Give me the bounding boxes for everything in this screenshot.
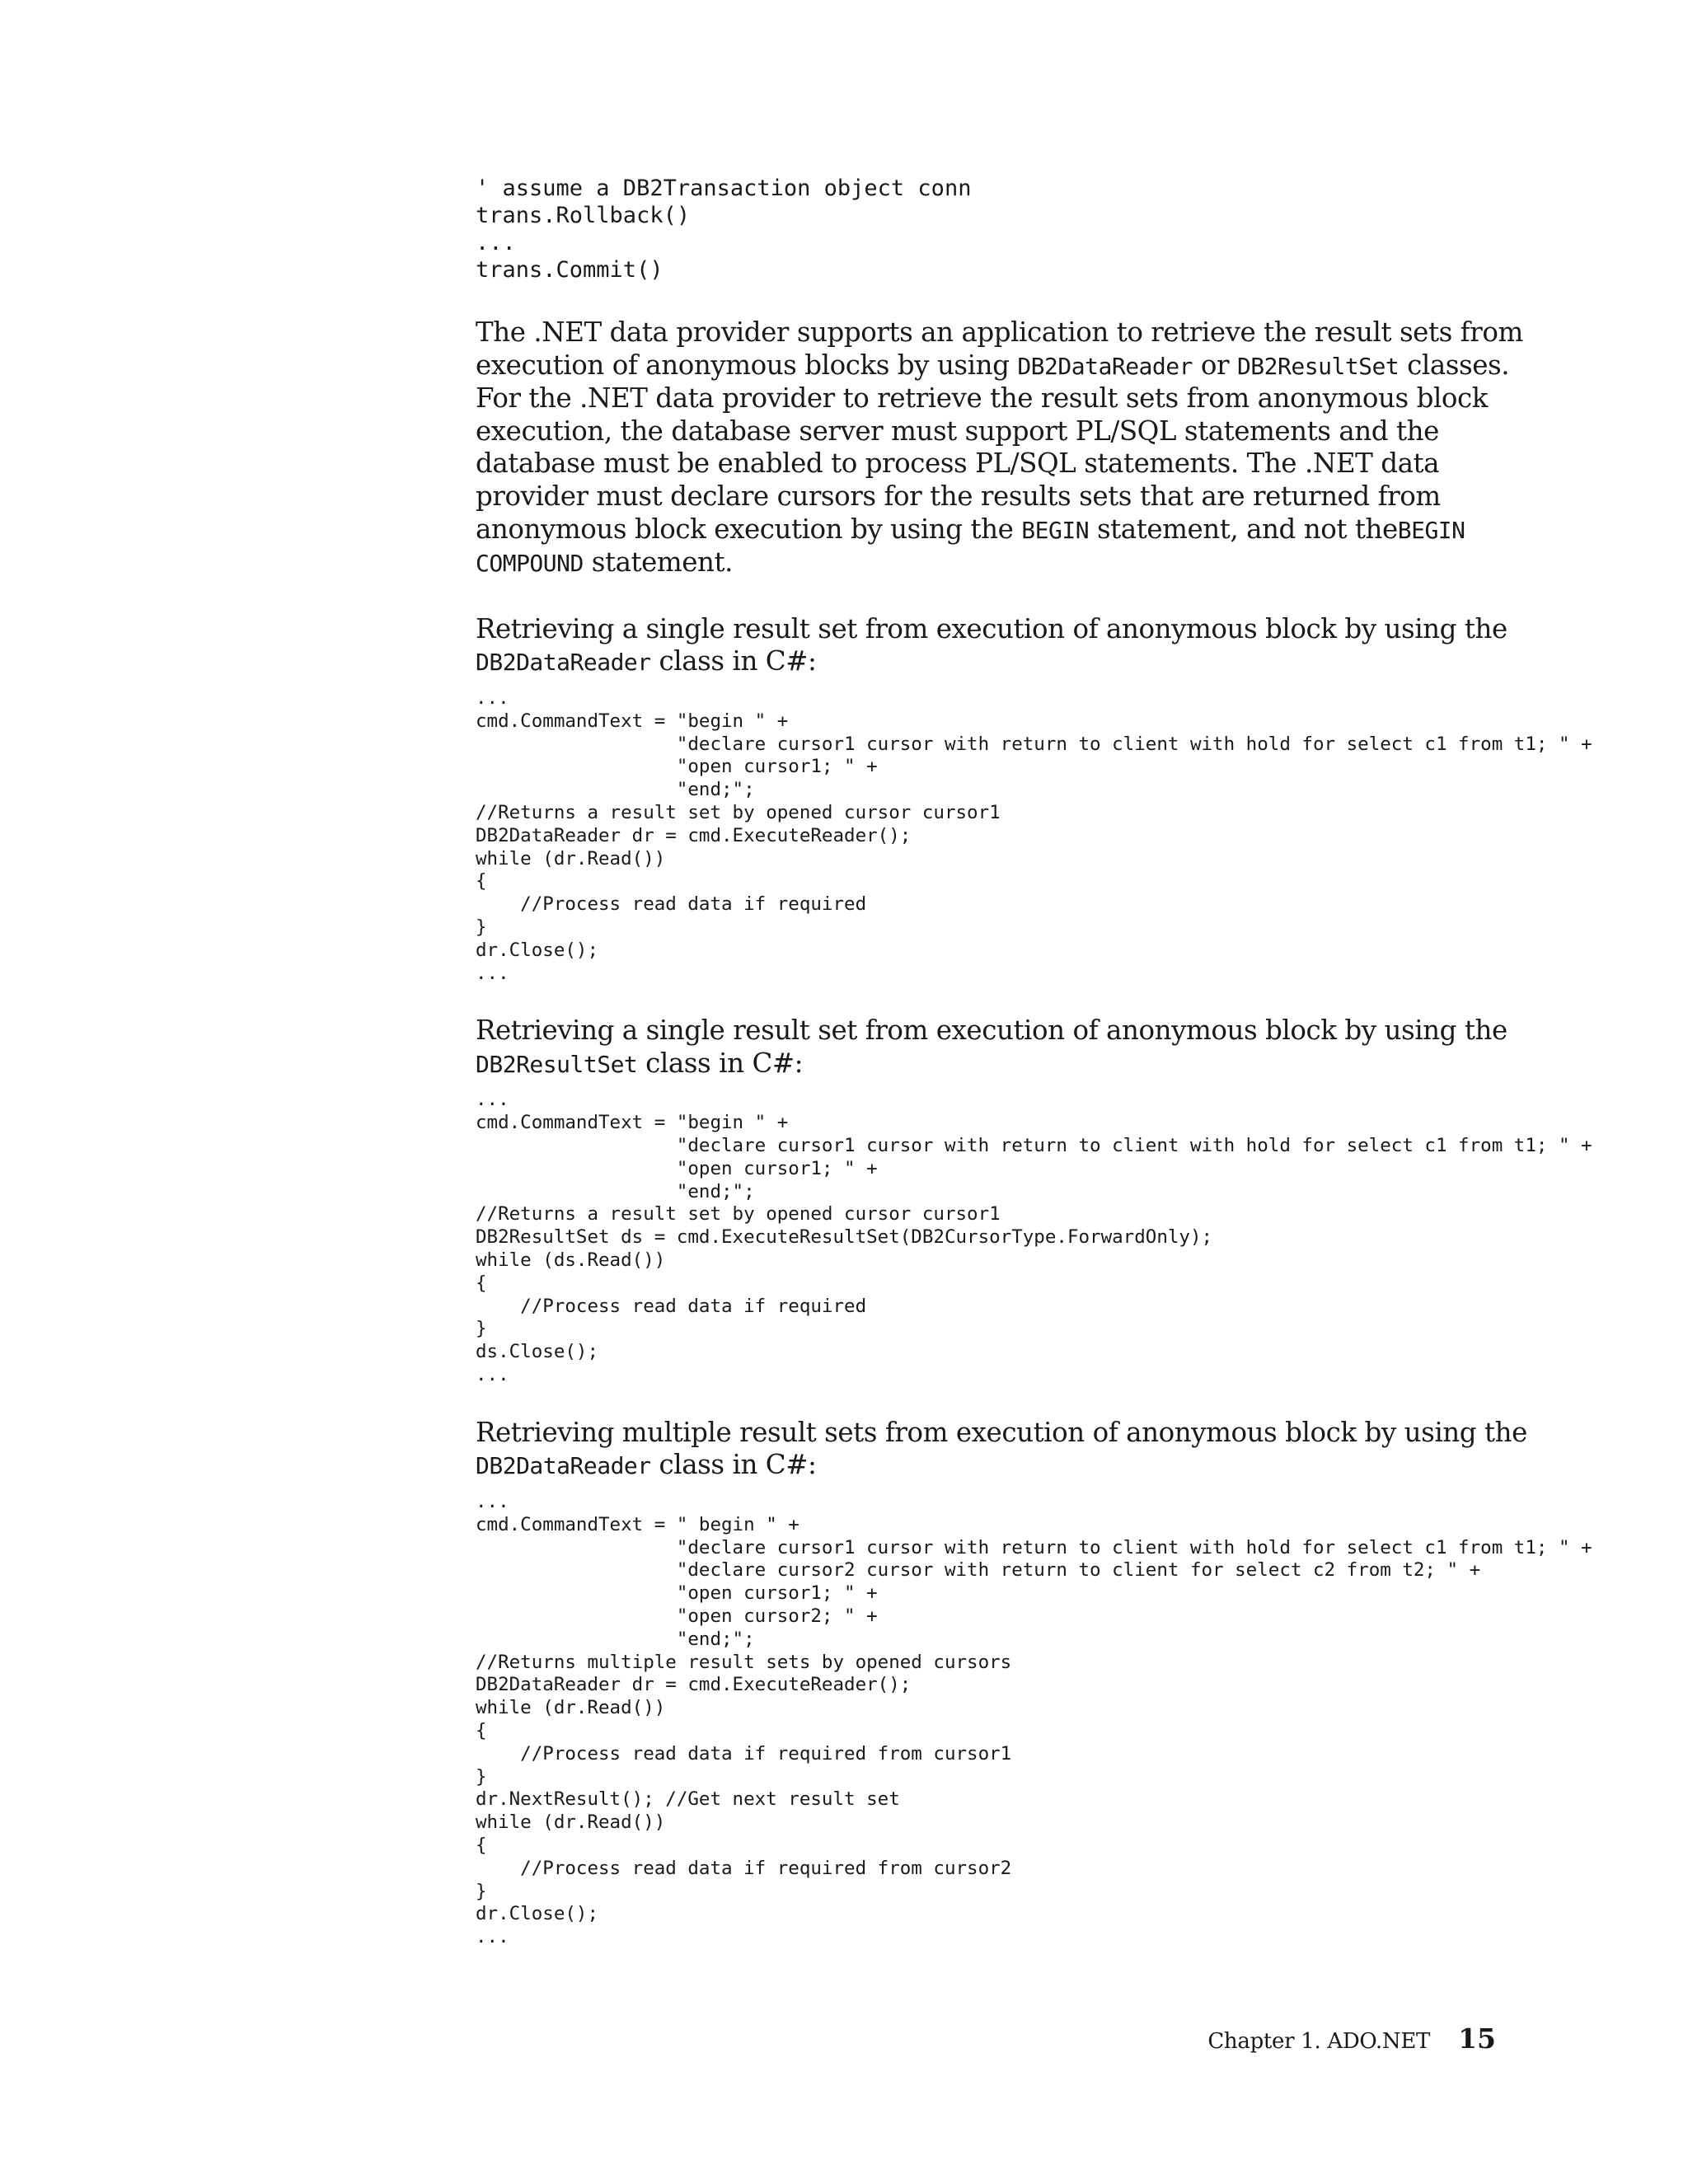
intro-code-begin-compound: BEGIN COMPOUND <box>476 516 1465 578</box>
intro-text-2: or <box>1192 349 1237 381</box>
intro-code-datareader: DB2DataReader <box>1017 352 1193 380</box>
example3-heading <box>476 1417 1547 1483</box>
example1-tail: class in C#: <box>650 645 817 677</box>
code-block-example3: ... cmd.CommandText = " begin " + "declare cursor1 cursor with return to client with hold for select c1 from t1; " + "declare cursor2 cursor with return to client for select c2 from t2; " + "open cursor1; " + "open cursor2; " + "end;"; //Returns multiple result sets by opened cursors DB2DataReader dr = cmd.ExecuteReader(); while (dr.Read()) { //Process read data if required from cursor1 } dr.NextResult(); //Get next result set while (dr.Read()) { //Process read data if required from cursor2 } dr.Close(); ... <box>476 1491 1592 1948</box>
example1-lead: Retrieving a single result set from execution of anonymous block by using the <box>476 612 1507 644</box>
example2-class: DB2ResultSet <box>476 1050 638 1078</box>
intro-text-5: statement. <box>583 546 734 579</box>
intro-text-4: statement, and not the <box>1089 513 1398 545</box>
example2-tail: class in C#: <box>637 1047 804 1079</box>
example2-heading <box>476 1015 1547 1080</box>
intro-code-resultset: DB2ResultSet <box>1236 352 1400 380</box>
footer-chapter-title: Chapter 1. ADO.NET <box>1207 2029 1431 2054</box>
example1-heading <box>476 613 1547 679</box>
code-block-transaction: ' assume a DB2Transaction object conn trans.Rollback() ... trans.Commit() <box>476 176 972 283</box>
page-footer <box>1207 2022 1496 2055</box>
intro-text-1: The .NET data provider supports an application to retrieve the result sets from execution of anonymous blocks by using <box>476 316 1523 381</box>
intro-paragraph <box>476 316 1547 580</box>
page-content <box>476 175 1592 1949</box>
intro-code-begin: BEGIN <box>1021 516 1090 544</box>
example2-lead: Retrieving a single result set from execution of anonymous block by using the <box>476 1015 1507 1047</box>
example1-class: DB2DataReader <box>476 649 651 677</box>
example3-tail: class in C#: <box>650 1449 817 1481</box>
example3-lead: Retrieving multiple result sets from execution of anonymous block by using the <box>476 1416 1527 1448</box>
intro-text-3: classes. For the .NET data provider to retrieve the result sets from anonymous block execution, the database server must support PL/SQL statements and the database must be enabled to process PL/SQL statements. The .NET data provider must declare cursors for the results sets that are returned from anonymous block execution by using the <box>476 349 1510 545</box>
code-block-example2: ... cmd.CommandText = "begin " + "declare cursor1 cursor with return to client with hold for select c1 from t1; " + "open cursor1; " + "end;"; //Returns a result set by opened cursor cursor1 DB2ResultSet ds = cmd.ExecuteResultSet(DB2CursorType.ForwardOnly); while (ds.Read()) { //Process read data if required } ds.Close(); ... <box>476 1089 1592 1386</box>
code-block-example1: ... cmd.CommandText = "begin " + "declare cursor1 cursor with return to client with hold for select c1 from t1; " + "open cursor1; " + "end;"; //Returns a result set by opened cursor cursor1 DB2DataReader dr = cmd.ExecuteReader(); while (dr.Read()) { //Process read data if required } dr.Close(); ... <box>476 687 1592 984</box>
footer-page-number: 15 <box>1458 2022 1496 2055</box>
example3-class: DB2DataReader <box>476 1452 651 1480</box>
